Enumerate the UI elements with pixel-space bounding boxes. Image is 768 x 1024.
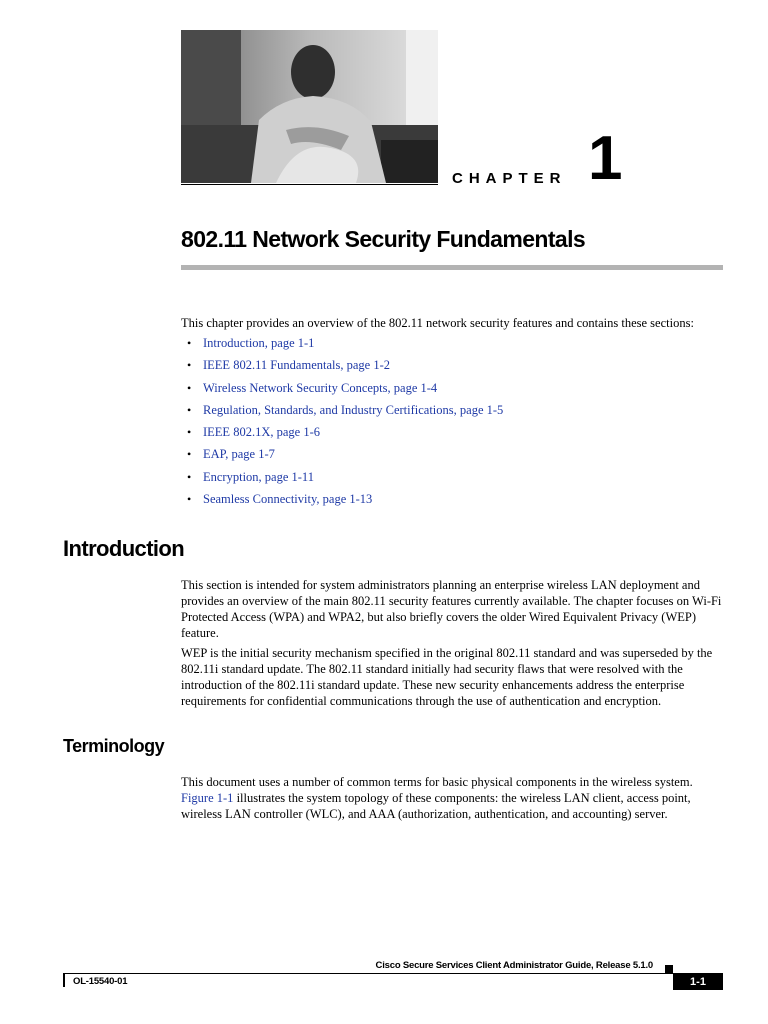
chapter-overview-text: This chapter provides an overview of the 802.11 network security features and contains these sections: [181, 316, 694, 330]
list-item [181, 446, 503, 468]
bullet-icon: • [187, 358, 192, 373]
bullet-icon: • [187, 492, 192, 507]
footer-marker [665, 965, 673, 973]
bullet-icon: • [187, 469, 192, 484]
terminology-paragraph [181, 774, 726, 822]
toc-link-ieee-8021x[interactable]: IEEE 802.1X, page 1-6 [203, 425, 320, 440]
list-item [181, 491, 503, 513]
bullet-icon: • [187, 425, 192, 440]
toc-link-encryption[interactable]: Encryption, page 1-11 [203, 469, 314, 484]
footer-doc-number: OL-15540-01 [73, 976, 128, 987]
footer-rule [63, 973, 723, 974]
list-item [181, 335, 503, 357]
list-item [181, 424, 503, 446]
chapter-label: CHAPTER [452, 170, 567, 187]
list-item [181, 357, 503, 379]
introduction-paragraph-1: This section is intended for system administrators planning an enterprise wireless LAN deployment and provides an overview of the main 802.11 security features currently available. The chapter focuses on Wi-Fi Protected Access (WPA) and WPA2, but also briefly covers the older Wired Equivalent Privacy (WEP) feature. [181, 578, 722, 640]
chapter-title: 802.11 Network Security Fundamentals [181, 226, 586, 252]
terminology-heading: Terminology [63, 736, 165, 756]
toc-link-eap[interactable]: EAP, page 1-7 [203, 447, 275, 462]
footer-guide-title: Cisco Secure Services Client Administrator Guide, Release 5.1.0 [375, 960, 653, 971]
footer-page-number: 1-1 [673, 974, 723, 990]
toc-link-regulation[interactable]: Regulation, Standards, and Industry Certifications, page 1-5 [203, 402, 504, 417]
introduction-paragraph-2: WEP is the initial security mechanism specified in the original 802.11 standard and was superseded by the 802.11i standard update. The 802.11 standard initially had security flaws that were resolved with the introduction of the 802.11i standard update. These new security enhancements address the enterprise requirements for confidential communications through the use of authentication and encryption. [181, 646, 713, 708]
terminology-text-end: illustrates the system topology of these components: the wireless LAN client, access point, wireless LAN controller (WLC), and AAA (authorization, authentication, and accounting) server. [181, 791, 691, 821]
list-item [181, 402, 503, 424]
bullet-icon: • [187, 447, 192, 462]
title-bar [181, 265, 723, 270]
figure-link[interactable]: Figure 1-1 [181, 791, 234, 805]
bullet-icon: • [187, 380, 192, 395]
list-item [181, 469, 503, 491]
chapter-rule [181, 184, 438, 185]
toc-link-ieee-fundamentals[interactable]: IEEE 802.11 Fundamentals, page 1-2 [203, 358, 390, 373]
chapter-photo [181, 30, 438, 183]
toc-link-security-concepts[interactable]: Wireless Network Security Concepts, page 1-4 [203, 380, 438, 395]
list-item [181, 380, 503, 402]
introduction-heading: Introduction [63, 536, 185, 561]
section-list [181, 335, 503, 513]
chapter-number: 1 [588, 124, 623, 193]
footer-tick [63, 973, 65, 987]
terminology-text-start: This document uses a number of common terms for basic physical components in the wireless system. [181, 775, 693, 789]
bullet-icon: • [187, 402, 192, 417]
toc-link-introduction[interactable]: Introduction, page 1-1 [203, 336, 315, 350]
toc-link-seamless-connectivity[interactable]: Seamless Connectivity, page 1-13 [203, 492, 373, 507]
bullet-icon: • [187, 336, 192, 350]
